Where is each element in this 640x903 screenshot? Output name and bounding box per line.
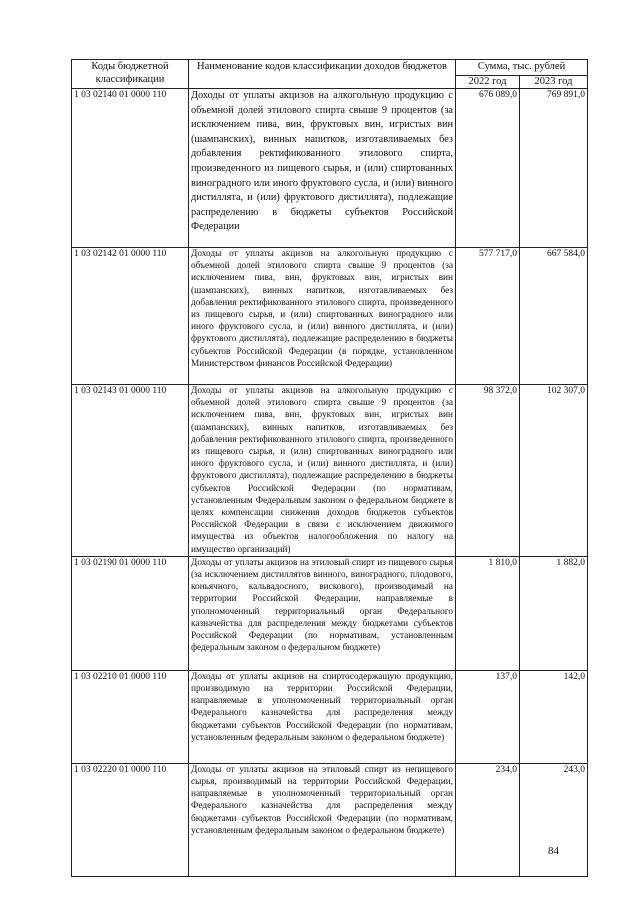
row-name: Доходы от уплаты акцизов на алкогольную продукцию с объемной долей этилового спирта свыше 9 процентов (за исключением пива, вин, фруктовых вин, игристых вин (шампанских), винных напитков, изготавливаемых без добавления ректификованного этилового спирта, произведенного из пищевого сырья, и (или) спиртованных виноградного или иного фруктового сусла, и (или) винного дистиллята, и (или) фруктового дистиллята), подлежащие распределению в бюджеты субъектов Российской Федерации bbox=[189, 89, 456, 248]
row-code: 1 03 02220 01 0000 110 bbox=[72, 763, 189, 876]
row-name: Доходы от уплаты акцизов на спиртосодержащую продукцию, производимую на территории Российской Федерации, направляемые в уполномоченный территориальный орган Федерального казначейства для распределения между бюджетами субъектов Российской Федерации (по нормативам, установленным федеральным законом о федеральном бюджете) bbox=[189, 670, 456, 763]
row-value-2022: 1 810,0 bbox=[456, 556, 520, 670]
row-code: 1 03 02190 01 0000 110 bbox=[72, 556, 189, 670]
header-code: Коды бюджетной классификации bbox=[72, 60, 189, 89]
row-name: Доходы от уплаты акцизов на алкогольную продукцию с объемной долей этилового спирта свыше 9 процентов (за исключением пива, вин, фруктовых вин, игристых вин (шампанских), винных напитков, изготавливаемых без добавления ректификованного этилового спирта, произведенного из пищевого сырья, и (или) спиртованных виноградного или иного фруктового сусла, и (или) винного дистиллята, и (или) фруктового дистиллята), подлежащие распределению в бюджеты субъектов Российской Федерации (по нормативам, установленным Федеральным законом о федеральном бюджете в целях компенсации снижения доходов бюджетов субъектов Российской Федерации в связи с исключением движимого имущества из объектов налогообложения по налогу на имущество организаций) bbox=[189, 385, 456, 557]
row-code: 1 03 02210 01 0000 110 bbox=[72, 670, 189, 763]
header-name: Наименование кодов классификации доходов бюджетов bbox=[189, 60, 456, 89]
row-name: Доходы от уплаты акцизов на этиловый спирт из пищевого сырья (за исключением дистиллятов винного, виноградного, плодового, коньячного, кальвадосного, вискового), производимый на территории Российской Федерации, направляемые в уполномоченный территориальный орган Федерального казначейства для распределения между бюджетами субъектов Российской Федерации (по нормативам, установленным федеральным законом о федеральном бюджете) bbox=[189, 556, 456, 670]
header-sum: Сумма, тыс. рублей bbox=[456, 60, 588, 76]
row-value-2023: 142,0 bbox=[520, 670, 588, 763]
row-code: 1 03 02140 01 0000 110 bbox=[72, 89, 189, 248]
row-value-2023: 1 882,0 bbox=[520, 556, 588, 670]
table-row bbox=[72, 248, 588, 385]
row-value-2023: 243,0 bbox=[520, 763, 588, 876]
row-value-2023: 769 891,0 bbox=[520, 89, 588, 248]
table-row bbox=[72, 763, 588, 876]
row-code: 1 03 02142 01 0000 110 bbox=[72, 248, 189, 385]
row-value-2022: 577 717,0 bbox=[456, 248, 520, 385]
table-row bbox=[72, 385, 588, 557]
row-name: Доходы от уплаты акцизов на алкогольную продукцию с объемной долей этилового спирта свыше 9 процентов (за исключением пива, вин, фруктовых вин, игристых вин (шампанских), винных напитков, изготавливаемых без добавления ректификованного этилового спирта, произведенного из пищевого сырья, и (или) спиртованных виноградного или иного фруктового сусла, и (или) винного дистиллята, и (или) фруктового дистиллята), подлежащие распределению в бюджеты субъектов Российской Федерации (в порядке, установленном Министерством финансов Российской Федерации) bbox=[189, 248, 456, 385]
row-name: Доходы от уплаты акцизов на этиловый спирт из непищевого сырья, производимый на территории Российской Федерации, направляемые в уполномоченный территориальный орган Федерального казначейства для распределения между бюджетами субъектов Российской Федерации (по нормативам, установленным федеральным законом о федеральном бюджете) bbox=[189, 763, 456, 876]
row-code: 1 03 02143 01 0000 110 bbox=[72, 385, 189, 557]
table-row bbox=[72, 556, 588, 670]
table-row bbox=[72, 89, 588, 248]
table-row bbox=[72, 670, 588, 763]
row-value-2022: 98 372,0 bbox=[456, 385, 520, 557]
row-value-2022: 676 089,0 bbox=[456, 89, 520, 248]
row-value-2022: 137,0 bbox=[456, 670, 520, 763]
page-number: 84 bbox=[548, 845, 559, 857]
row-value-2023: 667 584,0 bbox=[520, 248, 588, 385]
header-year-2022: 2022 год bbox=[456, 76, 520, 89]
row-value-2023: 102 307,0 bbox=[520, 385, 588, 557]
header-year-2023: 2023 год bbox=[520, 76, 588, 89]
row-value-2022: 234,0 bbox=[456, 763, 520, 876]
budget-revenue-table bbox=[71, 59, 588, 877]
